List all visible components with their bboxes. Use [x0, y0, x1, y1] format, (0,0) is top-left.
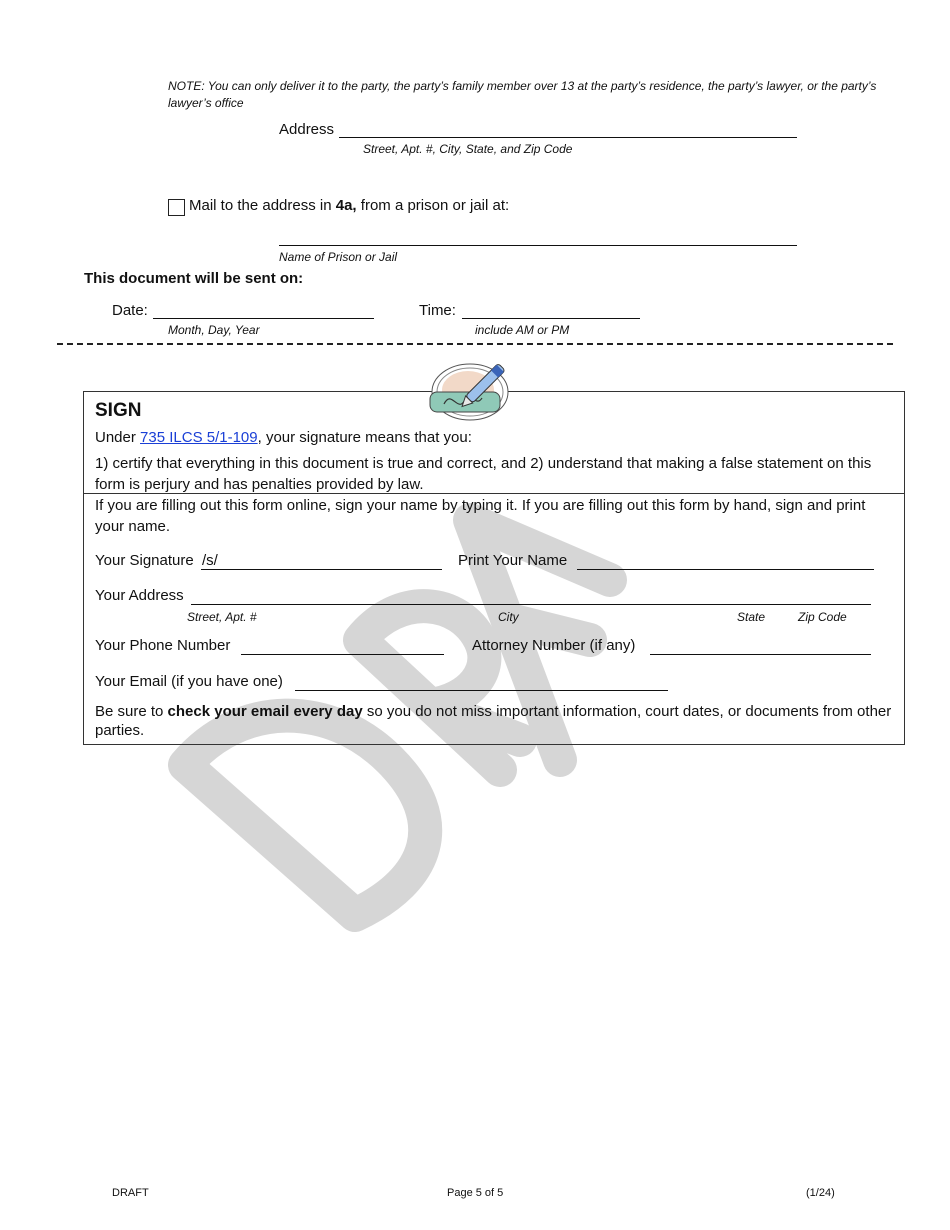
email-field[interactable]: [295, 690, 668, 691]
date-label: Date:: [112, 302, 148, 319]
prison-name-sublabel: Name of Prison or Jail: [279, 250, 398, 264]
address-label: Address: [279, 121, 335, 138]
email-label: Your Email (if you have one): [95, 673, 283, 690]
address-sublabel: Street, Apt. #, City, State, and Zip Code: [363, 142, 573, 156]
date-field[interactable]: [153, 318, 374, 319]
street-sublabel: Street, Apt. #: [187, 610, 257, 624]
state-sublabel: State: [737, 610, 766, 624]
mail-from-prison-checkbox[interactable]: [168, 199, 185, 216]
phone-label: Your Phone Number: [95, 637, 231, 654]
signature-field[interactable]: [201, 569, 442, 570]
attorney-field[interactable]: [650, 654, 871, 655]
sign-title: SIGN: [95, 400, 142, 421]
footer-draft: DRAFT: [112, 1187, 149, 1199]
signing-instructions: If you are filling out this form online, sign your name by typing it. If you are filling out this form by hand, sign and print your name.: [95, 497, 866, 535]
time-label: Time:: [419, 302, 456, 319]
send-heading: This document will be sent on:: [84, 270, 304, 287]
statute-line: Under 735 ILCS 5/1-109, your signature means that you:: [95, 429, 472, 446]
signature-value: /s/: [202, 552, 218, 569]
print-name-field[interactable]: [577, 569, 874, 570]
your-address-field[interactable]: [191, 604, 871, 605]
city-sublabel: City: [498, 610, 519, 624]
signature-pen-icon: [424, 358, 516, 424]
footer-page-number: Page 5 of 5: [447, 1187, 504, 1199]
mail-option-label: Mail to the address in 4a, from a prison or jail at:: [189, 197, 510, 214]
footer-version: (1/24): [806, 1187, 835, 1199]
date-sublabel: Month, Day, Year: [168, 323, 260, 337]
prison-name-field[interactable]: [279, 245, 797, 246]
your-address-label: Your Address: [95, 587, 184, 604]
attorney-label: Attorney Number (if any): [472, 637, 636, 654]
phone-field[interactable]: [241, 654, 444, 655]
time-sublabel: include AM or PM: [475, 323, 570, 337]
time-field[interactable]: [462, 318, 640, 319]
cut-line-divider: [57, 343, 893, 345]
certify-text: 1) certify that everything in this document is true and correct, and 2) understand that making a false statement on this form is perjury and has penalties provided by law.: [95, 455, 872, 493]
print-name-label: Print Your Name: [458, 552, 568, 569]
signature-label: Your Signature: [95, 552, 194, 569]
statute-link[interactable]: 735 ILCS 5/1-109: [140, 429, 258, 446]
zip-sublabel: Zip Code: [798, 610, 847, 624]
email-reminder: Be sure to check your email every day so you do not miss important information, court dates, or documents from other parties.: [95, 703, 892, 739]
delivery-note: NOTE: You can only deliver it to the party, the party’s family member over 13 at the party’s residence, the party’s lawyer, or the party’s lawyer’s office: [168, 79, 877, 110]
address-field[interactable]: [339, 137, 797, 138]
